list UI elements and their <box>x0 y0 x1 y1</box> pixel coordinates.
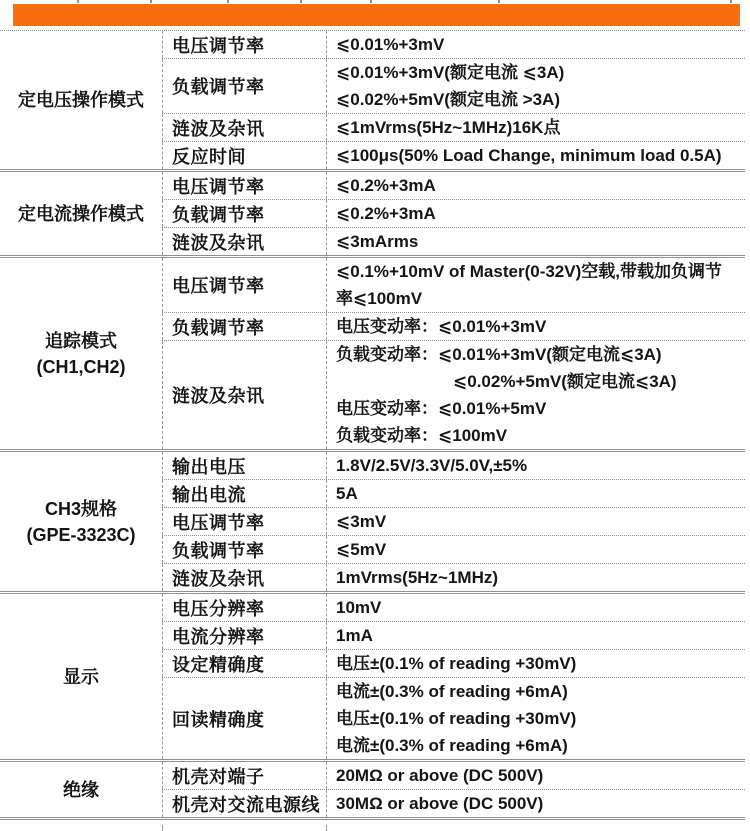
spec-row <box>162 789 745 817</box>
cropped-row-below <box>0 825 750 831</box>
spec-row <box>162 452 745 479</box>
section-insulation <box>0 759 745 817</box>
value-line: ⩽5mV <box>336 540 387 559</box>
param-cell: 设定精确度 <box>162 650 326 677</box>
value-line: 30MΩ or above (DC 500V) <box>336 794 544 813</box>
value-line: ⩽0.2%+3mA <box>336 204 436 223</box>
spec-row <box>162 199 745 227</box>
param-cell: 电流分辨率 <box>162 622 326 649</box>
param-cell: 输出电流 <box>162 480 326 507</box>
param-cell: 机壳对交流电源线 <box>162 790 326 817</box>
param-cell: 涟波及杂讯 <box>162 228 326 255</box>
value-line: ⩽3mV <box>336 512 387 531</box>
grid-tick <box>77 0 79 3</box>
category-cell <box>0 452 162 591</box>
value-cell <box>326 480 745 507</box>
category-label: 定电流操作模式 <box>18 203 144 224</box>
spec-row <box>162 172 745 199</box>
section-tracking-mode <box>0 255 745 449</box>
value-line: 电压变动率：⩽0.01%+3mV <box>336 317 547 336</box>
param-cell: 回读精确度 <box>162 678 326 759</box>
value-line: 1.8V/2.5V/3.3V/5.0V,±5% <box>336 456 528 475</box>
section-cc-mode <box>0 169 745 255</box>
param-cell: 电压调节率 <box>162 258 326 312</box>
category-cell <box>0 594 162 759</box>
section-ch3-spec <box>0 449 745 591</box>
spec-row <box>162 621 745 649</box>
spec-row <box>162 563 745 591</box>
spec-row <box>162 677 745 759</box>
value-line: 电压±(0.1% of reading +30mV) <box>336 654 577 673</box>
param-cell: 涟波及杂讯 <box>162 564 326 591</box>
column-divider-stub <box>326 825 327 831</box>
category-label: 绝缘 <box>63 779 99 800</box>
param-cell: 涟波及杂讯 <box>162 114 326 141</box>
value-cell <box>326 142 745 169</box>
spec-row <box>162 227 745 255</box>
value-line: ⩽0.01%+3mV(额定电流 ⩽3A) <box>336 63 565 82</box>
category-label: CH3规格 <box>44 498 117 519</box>
value-cell <box>326 341 745 449</box>
spec-row <box>162 141 745 169</box>
spec-row <box>162 507 745 535</box>
value-line: 10mV <box>336 598 382 617</box>
value-line: ⩽100μs(50% Load Change, minimum load 0.5A) <box>336 146 722 165</box>
grid-tick <box>227 0 229 3</box>
value-line: ⩽0.2%+3mA <box>336 176 436 195</box>
value-cell <box>326 564 745 591</box>
value-cell <box>326 172 745 199</box>
category-sublabel: (CH1,CH2) <box>36 356 126 377</box>
param-cell: 负载调节率 <box>162 200 326 227</box>
spec-row <box>162 58 745 113</box>
value-line: 电流±(0.3% of reading +6mA) <box>336 736 568 755</box>
value-cell <box>326 59 745 113</box>
value-line: 负载变动率：⩽100mV <box>336 426 508 445</box>
category-label: 定电压操作模式 <box>18 90 144 110</box>
value-line: 20MΩ or above (DC 500V) <box>336 766 544 785</box>
category-cell <box>0 31 162 169</box>
value-cell <box>326 622 745 649</box>
value-line: ⩽1mVrms(5Hz~1MHz)16K点 <box>336 118 561 137</box>
param-cell: 输出电压 <box>162 452 326 479</box>
category-label: 显示 <box>63 666 99 687</box>
spec-row <box>162 762 745 789</box>
section-cv-mode <box>0 31 745 169</box>
param-cell: 反应时间 <box>162 142 326 169</box>
grid-tick <box>150 0 152 3</box>
section-display <box>0 591 745 759</box>
value-cell <box>326 594 745 621</box>
spec-row <box>162 535 745 563</box>
value-line: ⩽3mArms <box>336 232 419 251</box>
category-sublabel: (GPE-3323C) <box>26 524 136 545</box>
spec-row <box>162 340 745 449</box>
value-cell <box>326 258 745 312</box>
value-line: ⩽0.02%+5mV(额定电流 >3A) <box>336 90 560 109</box>
spec-row <box>162 258 745 312</box>
value-cell <box>326 200 745 227</box>
value-line: ⩽0.01%+3mV <box>336 35 445 54</box>
spec-row <box>162 649 745 677</box>
param-cell: 负载调节率 <box>162 536 326 563</box>
value-line: ⩽0.02%+5mV(额定电流⩽3A) <box>453 372 677 391</box>
spec-table <box>0 30 745 820</box>
value-line: 电压±(0.1% of reading +30mV) <box>336 709 577 728</box>
value-line: 5A <box>336 484 358 503</box>
grid-tick <box>300 0 302 3</box>
param-cell: 负载调节率 <box>162 59 326 113</box>
value-cell <box>326 114 745 141</box>
spec-row <box>162 31 745 58</box>
value-line: ⩽0.1%+10mV of Master(0-32V)空载,带载加负调节率⩽100mV <box>336 262 722 308</box>
value-cell <box>326 228 745 255</box>
orange-divider-band <box>13 4 740 26</box>
category-label: 追踪模式 <box>45 330 117 351</box>
grid-tick <box>498 0 500 3</box>
value-cell <box>326 313 745 340</box>
spec-row <box>162 113 745 141</box>
value-line: 电流±(0.3% of reading +6mA) <box>336 682 568 701</box>
value-cell <box>326 508 745 535</box>
value-cell <box>326 536 745 563</box>
spec-row <box>162 312 745 340</box>
value-cell <box>326 762 745 789</box>
param-cell: 电压分辨率 <box>162 594 326 621</box>
value-cell <box>326 650 745 677</box>
param-cell: 负载调节率 <box>162 313 326 340</box>
value-line: 电压变动率：⩽0.01%+5mV <box>336 399 547 418</box>
category-cell <box>0 762 162 817</box>
param-cell: 电压调节率 <box>162 31 326 58</box>
spec-row <box>162 479 745 507</box>
param-cell: 机壳对端子 <box>162 762 326 789</box>
column-divider-stub <box>162 825 163 831</box>
grid-tick <box>370 0 372 3</box>
param-cell: 电压调节率 <box>162 172 326 199</box>
value-line: 负载变动率：⩽0.01%+3mV(额定电流⩽3A) <box>336 345 662 364</box>
value-line: 1mVrms(5Hz~1MHz) <box>336 568 499 587</box>
spec-row <box>162 594 745 621</box>
value-cell <box>326 790 745 817</box>
param-cell: 涟波及杂讯 <box>162 341 326 449</box>
category-cell <box>0 172 162 255</box>
grid-tick <box>730 0 732 3</box>
value-cell <box>326 452 745 479</box>
param-cell: 电压调节率 <box>162 508 326 535</box>
value-cell <box>326 678 745 759</box>
value-line: 1mA <box>336 626 373 645</box>
category-cell <box>0 258 162 449</box>
value-cell <box>326 31 745 58</box>
